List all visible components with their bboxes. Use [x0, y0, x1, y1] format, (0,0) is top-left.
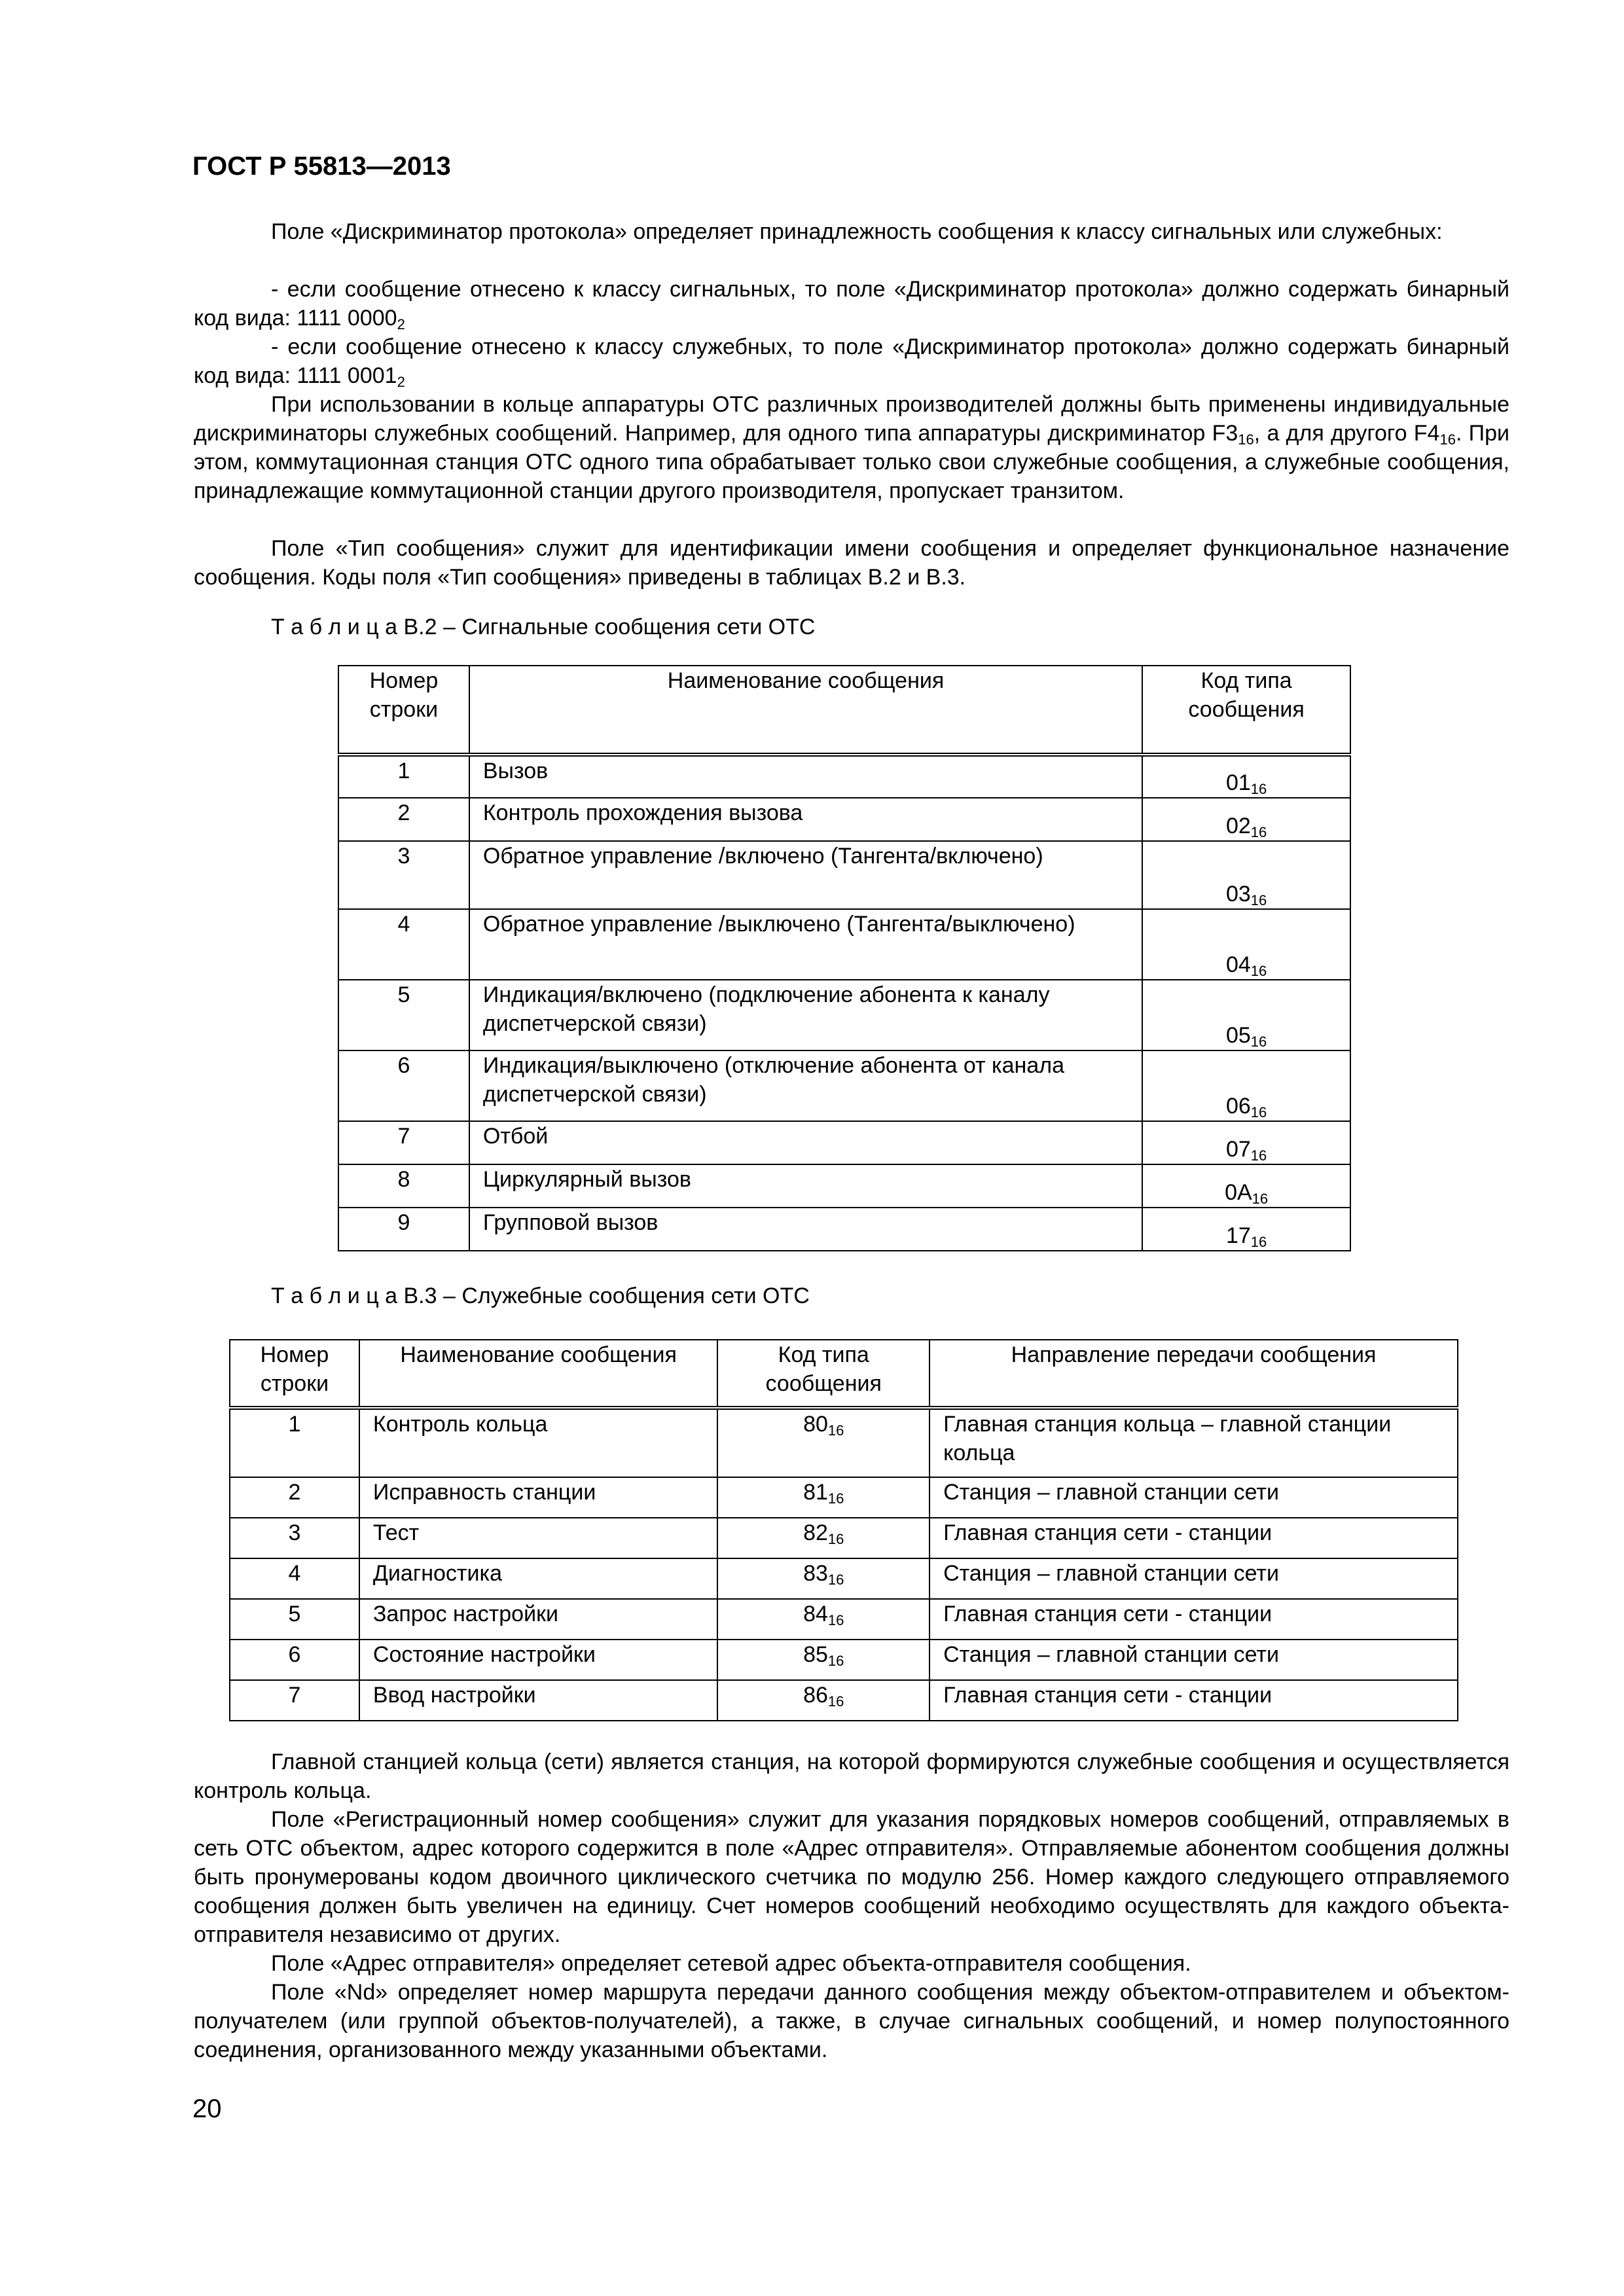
header-row-number: Номер строки — [338, 666, 469, 755]
subscript: 16 — [1250, 1033, 1267, 1050]
type-code-cell-text: 83 — [803, 1561, 828, 1586]
row-number-cell-text: 4 — [288, 1561, 301, 1586]
row-number-cell-text: 1 — [288, 1412, 301, 1437]
row-number-cell — [230, 1680, 359, 1721]
row-number-cell — [338, 980, 469, 1050]
paragraph-signal-code — [194, 275, 1509, 332]
subscript: 2 — [397, 374, 405, 390]
row-number-cell — [338, 1050, 469, 1121]
type-code-cell — [717, 1477, 929, 1518]
paragraph-message-type — [194, 534, 1509, 592]
row-number-cell — [230, 1518, 359, 1558]
row-number-cell-text: 8 — [397, 1167, 410, 1192]
message-name-cell — [359, 1640, 717, 1680]
type-code-cell — [1142, 1164, 1350, 1208]
row-number-cell-text: 2 — [288, 1480, 301, 1505]
header-type-code: Код типа сообщения — [1142, 666, 1350, 755]
message-name-cell — [469, 841, 1142, 909]
header-type-code: Код типа сообщения — [717, 1340, 929, 1408]
table-row — [338, 909, 1350, 980]
paragraph-text: , а для другого F4 — [1254, 421, 1440, 446]
document-header: ГОСТ Р 55813—2013 — [192, 152, 451, 181]
row-number-cell-text: 5 — [288, 1602, 301, 1626]
table-row — [230, 1518, 1458, 1558]
type-code-cell-text: 0A — [1225, 1180, 1252, 1205]
type-code-cell-text: 85 — [803, 1642, 828, 1667]
row-number-cell — [230, 1558, 359, 1599]
table-row — [230, 1477, 1458, 1518]
message-name-cell — [359, 1558, 717, 1599]
direction-cell-text: Станция – главной станции сети — [943, 1480, 1279, 1505]
subscript: 16 — [1252, 1191, 1269, 1207]
row-number-cell-text: 5 — [397, 982, 410, 1007]
type-code-cell-text: 05 — [1225, 1023, 1251, 1048]
table-row — [230, 1680, 1458, 1721]
message-name-cell-text: Вызов — [482, 759, 549, 783]
subscript: 16 — [1250, 1147, 1267, 1164]
paragraph-text: Поле «Дискриминатор протокола» определяет принадлежность сообщения к классу сигнальных или служебных: — [271, 219, 1443, 244]
table-b2-caption: Т а б л и ц а В.2 – Сигнальные сообщения сети ОТС — [271, 615, 816, 639]
row-number-cell-text: 9 — [397, 1210, 410, 1235]
paragraph-nd-field — [194, 1978, 1509, 2064]
message-name-cell — [469, 798, 1142, 841]
table-header-row — [338, 666, 1350, 755]
table-b2-signal-messages — [338, 665, 1351, 1251]
row-number-cell-text: 2 — [397, 800, 410, 825]
type-code-cell-text: 04 — [1225, 952, 1251, 977]
header-row-number: Номер строки — [230, 1340, 359, 1408]
type-code-cell — [1142, 755, 1350, 798]
row-number-cell — [230, 1408, 359, 1477]
message-name-cell — [359, 1518, 717, 1558]
table-row — [230, 1640, 1458, 1680]
table-row — [338, 798, 1350, 841]
direction-cell — [929, 1477, 1458, 1518]
table-row — [338, 1208, 1350, 1251]
direction-cell-text: Станция – главной станции сети — [943, 1561, 1279, 1586]
subscript: 16 — [1439, 431, 1456, 448]
message-name-cell-text: Состояние настройки — [372, 1642, 596, 1667]
subscript: 16 — [827, 1571, 844, 1588]
message-name-cell — [359, 1680, 717, 1721]
paragraph-text: Поле «Регистрационный номер сообщения» служит для указания порядковых номеров сообщений, отправляемых в сеть ОТС объектом, адрес которого содержится в поле «Адрес отправителя». Отправляемые абонентом сообщения должны быть пронумерованы кодом двоичного циклического счетчика по модулю 256. Номер каждого следующего отправляемого сообщения должен быть увеличен на единицу. Счет номеров сообщений необходимо осуществлять для каждого объекта-отправителя независимо от других. — [194, 1807, 1509, 1947]
table-b3-service-messages — [229, 1339, 1458, 1721]
paragraph-text: - если сообщение отнесено к классу служебных, то поле «Дискриминатор протокола» должно содержать бинарный код вида: 1111 0001 — [194, 334, 1509, 388]
paragraph-text: Главной станцией кольца (сети) является станция, на которой формируются служебные сообщения и осуществляется контроль кольца. — [194, 1749, 1509, 1803]
message-name-cell — [469, 909, 1142, 980]
header-message-name: Наименование сообщения — [469, 666, 1142, 755]
type-code-cell — [1142, 1208, 1350, 1251]
paragraph-registration-number — [194, 1805, 1509, 1949]
type-code-cell-text: 86 — [803, 1683, 828, 1708]
message-name-cell-text: Тест — [372, 1520, 420, 1545]
message-name-cell — [469, 980, 1142, 1050]
row-number-cell-text: 3 — [397, 844, 410, 869]
table-b3-caption: Т а б л и ц а В.3 – Служебные сообщения сети ОТС — [271, 1283, 810, 1308]
type-code-cell — [717, 1408, 929, 1477]
type-code-cell-text: 17 — [1225, 1223, 1251, 1248]
type-code-cell-text: 80 — [803, 1412, 828, 1437]
message-name-cell — [469, 1050, 1142, 1121]
message-name-cell-text: Групповой вызов — [482, 1210, 659, 1235]
row-number-cell-text: 6 — [288, 1642, 301, 1667]
type-code-cell-text: 03 — [1225, 882, 1251, 906]
subscript: 16 — [1250, 1234, 1267, 1250]
message-name-cell — [469, 1121, 1142, 1164]
subscript: 16 — [827, 1612, 844, 1628]
subscript: 16 — [1250, 892, 1267, 908]
table-row — [338, 1164, 1350, 1208]
row-number-cell-text: 3 — [288, 1520, 301, 1545]
message-name-cell-text: Контроль кольца — [372, 1412, 548, 1437]
header-direction: Направление передачи сообщения — [929, 1340, 1458, 1408]
direction-cell — [929, 1680, 1458, 1721]
type-code-cell — [1142, 909, 1350, 980]
direction-cell-text: Главная станция сети - станции — [943, 1683, 1272, 1708]
type-code-cell — [1142, 1121, 1350, 1164]
type-code-cell — [717, 1680, 929, 1721]
header-message-name: Наименование сообщения — [359, 1340, 717, 1408]
subscript: 16 — [1250, 781, 1267, 797]
type-code-cell — [717, 1558, 929, 1599]
message-name-cell — [359, 1477, 717, 1518]
type-code-cell-text: 01 — [1225, 770, 1251, 795]
paragraph-service-code — [194, 332, 1509, 390]
type-code-cell — [1142, 798, 1350, 841]
type-code-cell-text: 84 — [803, 1602, 828, 1626]
table-row — [230, 1599, 1458, 1640]
paragraph-manufacturers — [194, 390, 1509, 505]
paragraph-text: Поле «Тип сообщения» служит для идентификации имени сообщения и определяет функциональное назначение сообщения. Коды поля «Тип сообщения» приведены в таблицах В.2 и В.3. — [194, 536, 1509, 590]
subscript: 16 — [1250, 963, 1267, 979]
direction-cell-text: Главная станция сети - станции — [943, 1520, 1272, 1545]
row-number-cell — [338, 1121, 469, 1164]
type-code-cell — [717, 1640, 929, 1680]
message-name-cell-text: Исправность станции — [372, 1480, 596, 1505]
subscript: 2 — [397, 316, 405, 332]
table-row — [338, 1050, 1350, 1121]
type-code-cell — [1142, 1050, 1350, 1121]
type-code-cell — [1142, 841, 1350, 909]
type-code-cell-text: 07 — [1225, 1137, 1251, 1162]
subscript: 16 — [827, 1422, 844, 1439]
table-row — [338, 755, 1350, 798]
type-code-cell-text: 82 — [803, 1520, 828, 1545]
row-number-cell — [230, 1640, 359, 1680]
message-name-cell — [359, 1408, 717, 1477]
type-code-cell-text: 02 — [1225, 814, 1251, 838]
message-name-cell — [359, 1599, 717, 1640]
table-row — [338, 841, 1350, 909]
message-name-cell-text: Отбой — [482, 1124, 549, 1149]
row-number-cell — [338, 1208, 469, 1251]
paragraph-main-station — [194, 1748, 1509, 1805]
paragraph-text: . При этом, коммутационная станция ОТС одного типа обрабатывает только свои служебные сообщения, а служебные сообщения, принадлежащие коммутационной станции другого производителя, пропускает транзитом. — [194, 421, 1509, 503]
subscript: 16 — [827, 1531, 844, 1547]
message-name-cell-text: Ввод настройки — [372, 1683, 536, 1708]
row-number-cell-text: 6 — [397, 1053, 410, 1078]
direction-cell-text: Станция – главной станции сети — [943, 1642, 1279, 1667]
table-header-row — [230, 1340, 1458, 1408]
paragraph-text: При использовании в кольце аппаратуры ОТС различных производителей должны быть применены индивидуальные дискриминаторы служебных сообщений. Например, для одного типа аппаратуры дискриминатор F3 — [194, 392, 1509, 446]
table-row — [338, 1121, 1350, 1164]
direction-cell — [929, 1558, 1458, 1599]
message-name-cell-text: Циркулярный вызов — [482, 1167, 691, 1192]
row-number-cell-text: 7 — [288, 1683, 301, 1708]
table-row — [230, 1558, 1458, 1599]
row-number-cell-text: 7 — [397, 1124, 410, 1149]
message-name-cell-text: Обратное управление /включено (Тангента/включено) — [482, 844, 1043, 869]
direction-cell — [929, 1408, 1458, 1477]
table-row — [338, 980, 1350, 1050]
message-name-cell-text: Диагностика — [372, 1561, 503, 1586]
type-code-cell — [717, 1599, 929, 1640]
subscript: 16 — [827, 1693, 844, 1710]
row-number-cell — [338, 798, 469, 841]
page-number: 20 — [192, 2094, 222, 2123]
paragraph-text: Поле «Адрес отправителя» определяет сетевой адрес объекта-отправителя сообщения. — [271, 1951, 1191, 1976]
direction-cell — [929, 1518, 1458, 1558]
table-row — [230, 1408, 1458, 1477]
paragraph-text: - если сообщение отнесено к классу сигнальных, то поле «Дискриминатор протокола» должно содержать бинарный код вида: 1111 0000 — [194, 277, 1509, 331]
message-name-cell — [469, 1208, 1142, 1251]
row-number-cell — [338, 755, 469, 798]
message-name-cell-text: Запрос настройки — [372, 1602, 558, 1626]
type-code-cell-text: 06 — [1225, 1094, 1251, 1119]
direction-cell — [929, 1640, 1458, 1680]
direction-cell-text: Главная станция сети - станции — [943, 1602, 1272, 1626]
type-code-cell-text: 81 — [803, 1480, 828, 1505]
subscript: 16 — [827, 1653, 844, 1669]
subscript: 16 — [1250, 1104, 1267, 1121]
subscript: 16 — [1250, 824, 1267, 840]
paragraph-text: Поле «Nd» определяет номер маршрута передачи данного сообщения между объектом-отправителем и объектом-получателем (или группой объектов-получателей), а также, в случае сигнальных сообщений, и номер полупостоянного соединения, организованного между указанными объектами. — [194, 1980, 1509, 2062]
row-number-cell — [230, 1599, 359, 1640]
row-number-cell — [230, 1477, 359, 1518]
message-name-cell-text: Обратное управление /выключено (Тангента/выключено) — [482, 912, 1075, 937]
message-name-cell-text: Контроль прохождения вызова — [482, 800, 803, 825]
paragraph-discriminator — [194, 217, 1509, 246]
type-code-cell — [717, 1518, 929, 1558]
message-name-cell — [469, 1164, 1142, 1208]
paragraph-sender-address — [194, 1949, 1509, 1978]
row-number-cell — [338, 841, 469, 909]
subscript: 16 — [1238, 431, 1254, 448]
row-number-cell-text: 4 — [397, 912, 410, 937]
message-name-cell-text: Индикация/включено (подключение абонента к каналу диспетчерской связи) — [482, 982, 1050, 1036]
subscript: 16 — [827, 1490, 844, 1507]
direction-cell-text: Главная станция кольца – главной станции кольца — [943, 1412, 1392, 1465]
row-number-cell — [338, 909, 469, 980]
row-number-cell-text: 1 — [397, 759, 410, 783]
message-name-cell — [469, 755, 1142, 798]
direction-cell — [929, 1599, 1458, 1640]
row-number-cell — [338, 1164, 469, 1208]
type-code-cell — [1142, 980, 1350, 1050]
message-name-cell-text: Индикация/выключено (отключение абонента от канала диспетчерской связи) — [482, 1053, 1064, 1107]
